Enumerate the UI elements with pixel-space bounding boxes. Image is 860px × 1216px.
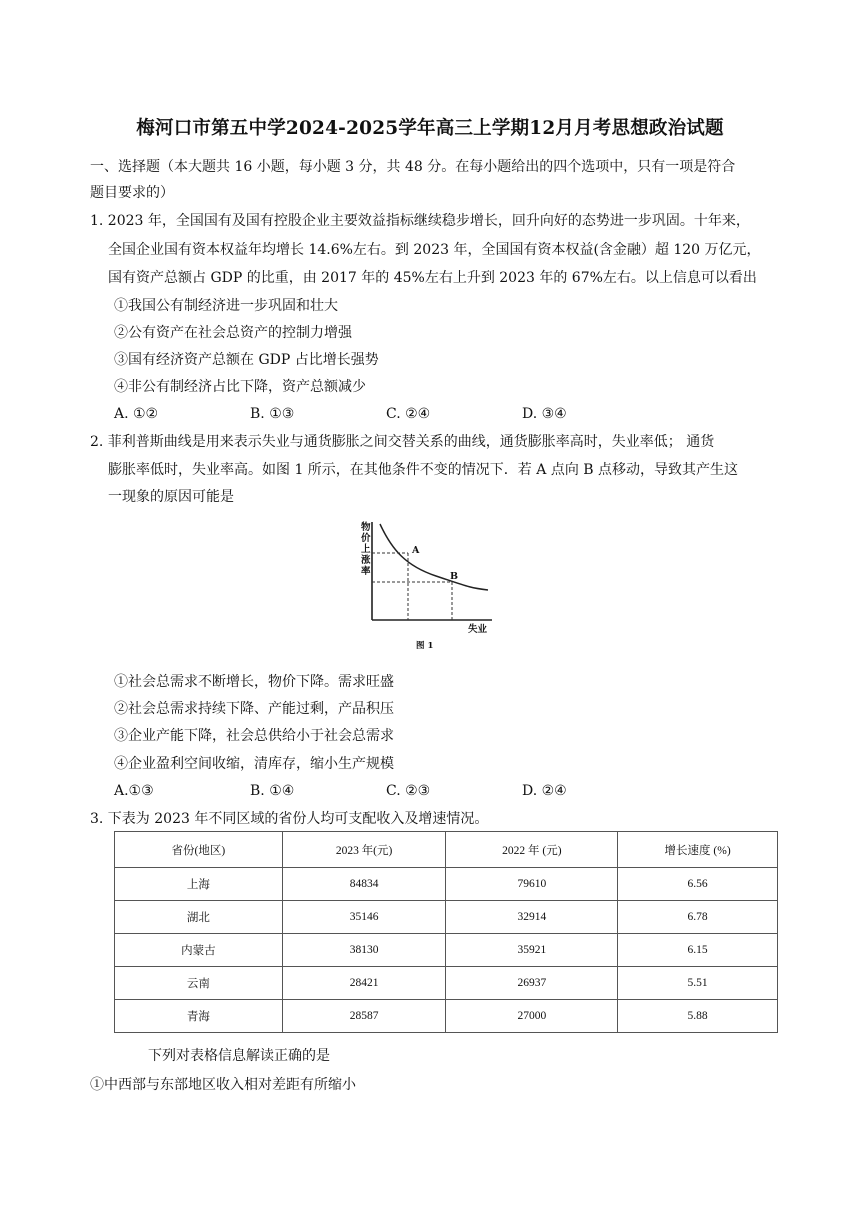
q2-stem-line3: 一现象的原因可能是 <box>108 489 234 505</box>
table-cell: 青海 <box>115 1000 283 1033</box>
phillips-curve-figure <box>358 512 500 654</box>
table-cell: 6.56 <box>618 868 778 901</box>
table-row <box>115 934 778 967</box>
table-cell: 云南 <box>115 967 283 1000</box>
q2-option-b: B. ①④ <box>250 783 295 799</box>
income-table <box>114 831 778 1033</box>
q1-item-1: ①我国公有制经济进一步巩固和壮大 <box>114 298 338 314</box>
section-heading-line2: 题目要求的） <box>90 185 174 201</box>
table-cell: 38130 <box>282 934 446 967</box>
q1-stem-line3: 国有资产总额占 GDP 的比重，由 2017 年的 45%左右上升到 2023 年的 67%左右。以上信息可以看出 <box>108 270 757 286</box>
section-heading-line1: 一、选择题（本大题共 16 小题，每小题 3 分，共 48 分。在每小题给出的四个选项中，只有一项是符合 <box>90 159 736 175</box>
q2-option-c: C. ②③ <box>386 783 431 799</box>
table-cell: 28587 <box>282 1000 446 1033</box>
point-a-label: A <box>412 545 420 556</box>
table-cell: 6.78 <box>618 901 778 934</box>
table-header-row <box>115 832 778 868</box>
table-cell: 84834 <box>282 868 446 901</box>
table-row <box>115 1000 778 1033</box>
table-cell: 35921 <box>446 934 618 967</box>
q1-item-2: ②公有资产在社会总资产的控制力增强 <box>114 325 352 341</box>
table-cell: 28421 <box>282 967 446 1000</box>
table-row <box>115 901 778 934</box>
q3-item-1: ①中西部与东部地区收入相对差距有所缩小 <box>90 1077 356 1093</box>
q1-option-c: C. ②④ <box>386 406 431 422</box>
table-row <box>115 967 778 1000</box>
x-axis-label: 失业 <box>468 624 488 635</box>
point-b-label: B <box>450 571 459 582</box>
q2-item-3: ③企业产能下降，社会总供给小于社会总需求 <box>114 728 394 744</box>
q1-option-b: B. ①③ <box>250 406 295 422</box>
y-label-char: 上 <box>361 544 371 555</box>
table-cell: 32914 <box>446 901 618 934</box>
table-cell: 26937 <box>446 967 618 1000</box>
table-cell: 27000 <box>446 1000 618 1033</box>
table-cell: 内蒙古 <box>115 934 283 967</box>
y-label-char: 价 <box>361 533 371 544</box>
table-cell: 上海 <box>115 868 283 901</box>
table-row <box>115 868 778 901</box>
q2-item-4: ④企业盈利空间收缩，清库存，缩小生产规模 <box>114 756 394 772</box>
q2-stem-line2: 膨胀率低时，失业率高。如图 1 所示，在其他条件不变的情况下．若 A 点向 B 点移动，导致其产生这 <box>108 462 739 478</box>
q3-prompt: 下列对表格信息解读正确的是 <box>148 1048 330 1064</box>
table-header: 2022 年 (元) <box>446 832 618 868</box>
q1-option-a: A. ①② <box>114 406 159 422</box>
q2-option-d: D. ②④ <box>522 783 567 799</box>
page-title: 梅河口市第五中学2024-2025学年高三上学期12月月考思想政治试题 <box>136 118 724 139</box>
q1-stem-line2: 全国企业国有资本权益年均增长 14.6%左右。到 2023 年，全国国有资本权益(含金融）超 120 万亿元， <box>108 242 761 258</box>
q2-stem-line1: 2. 菲利普斯曲线是用来表示失业与通货膨胀之间交替关系的曲线，通货膨胀率高时，失业率低； 通货 <box>90 434 715 450</box>
table-cell: 5.51 <box>618 967 778 1000</box>
figure-caption: 图 1 <box>416 641 434 651</box>
q1-item-4: ④非公有制经济占比下降，资产总额减少 <box>114 379 366 395</box>
table-cell: 6.15 <box>618 934 778 967</box>
y-label-char: 物 <box>361 522 371 533</box>
table-cell: 35146 <box>282 901 446 934</box>
table-header: 2023 年(元) <box>282 832 446 868</box>
q2-option-a: A.①③ <box>114 783 154 799</box>
y-label-char: 率 <box>361 566 371 577</box>
table-cell: 79610 <box>446 868 618 901</box>
q2-item-1: ①社会总需求不断增长，物价下降。需求旺盛 <box>114 674 394 690</box>
q1-stem-line1: 1. 2023 年，全国国有及国有控股企业主要效益指标继续稳步增长，回升向好的态势进一步巩固。十年来， <box>90 213 750 229</box>
table-cell: 湖北 <box>115 901 283 934</box>
y-label-char: 涨 <box>361 555 371 566</box>
table-cell: 5.88 <box>618 1000 778 1033</box>
table-header: 增长速度 (%) <box>618 832 778 868</box>
table-header: 省份(地区) <box>115 832 283 868</box>
q2-item-2: ②社会总需求持续下降、产能过剩，产品积压 <box>114 701 394 717</box>
q1-option-d: D. ③④ <box>522 406 567 422</box>
q3-stem: 3. 下表为 2023 年不同区域的省份人均可支配收入及增速情况。 <box>90 811 489 827</box>
q1-item-3: ③国有经济资产总额在 GDP 占比增长强势 <box>114 352 379 368</box>
